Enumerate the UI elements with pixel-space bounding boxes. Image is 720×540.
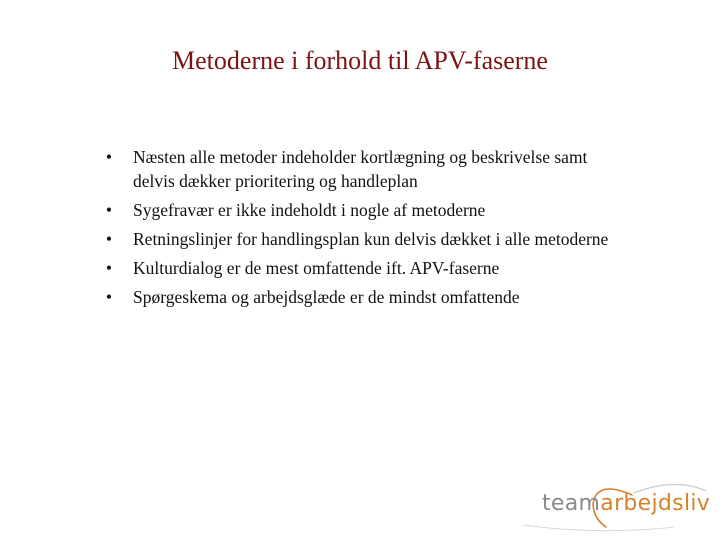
bullet-marker: • bbox=[105, 229, 113, 249]
bullet-text: Sygefravær er ikke indeholdt i nogle af metoderne bbox=[133, 200, 486, 220]
bullet-item bbox=[99, 285, 619, 309]
bullet-text: Næsten alle metoder indeholder kortlægning og beskrivelse samt delvis dækker prioritering og handleplan bbox=[133, 147, 588, 191]
bullet-text: Spørgeskema og arbejdsglæde er de mindst omfattende bbox=[133, 287, 520, 307]
bullet-marker: • bbox=[105, 200, 113, 220]
bullet-item bbox=[99, 227, 619, 251]
bullet-item bbox=[99, 256, 619, 280]
bullet-list bbox=[99, 145, 619, 314]
bullet-marker: • bbox=[105, 287, 113, 307]
slide-title: Metoderne i forhold til APV-faserne bbox=[172, 46, 548, 75]
logo-team-text: team bbox=[542, 491, 601, 516]
bullet-text: Retningslinjer for handlingsplan kun delvis dækket i alle metoderne bbox=[133, 229, 609, 249]
team-arbejdsliv-logo bbox=[514, 475, 714, 535]
bullet-text: Kulturdialog er de mest omfattende ift. APV-faserne bbox=[133, 258, 500, 278]
bullet-marker: • bbox=[105, 258, 113, 278]
bullet-item bbox=[99, 198, 619, 222]
logo-brand-text: arbejdsliv bbox=[600, 491, 711, 516]
logo-wordmark bbox=[542, 490, 710, 518]
bullet-item bbox=[99, 145, 619, 193]
bullet-marker: • bbox=[105, 147, 113, 167]
